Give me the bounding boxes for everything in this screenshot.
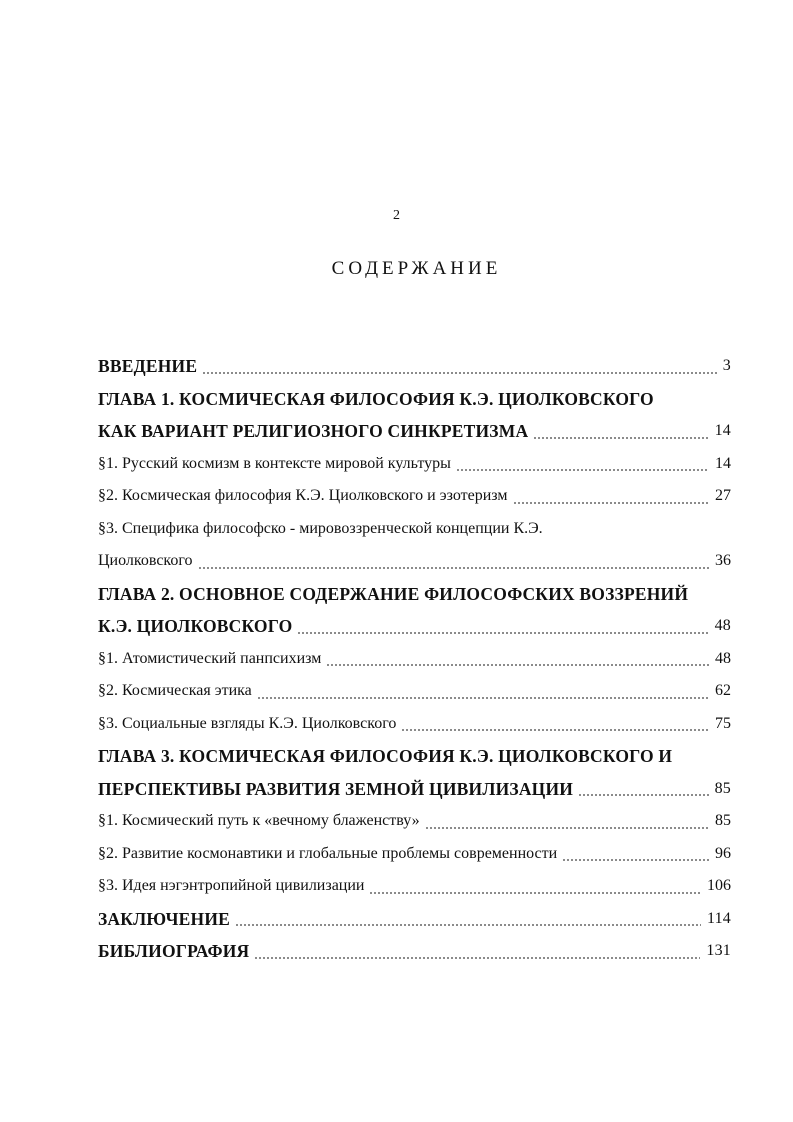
toc-entry-text: Циолковского — [98, 552, 193, 569]
toc-entry-1-3-line-1 — [98, 513, 731, 546]
toc-entry-page: 106 — [707, 877, 731, 894]
dot-leader — [578, 794, 709, 796]
toc-entry-page: 36 — [715, 552, 731, 569]
dot-leader — [401, 729, 709, 731]
toc-entry-page: 96 — [715, 844, 731, 862]
toc-entry-conclusion — [98, 903, 731, 936]
toc-entry-text: КАК ВАРИАНТ РЕЛИГИОЗНОГО СИНКРЕТИЗМА — [98, 421, 529, 441]
toc-entry-1-3-line-2 — [98, 545, 731, 578]
dot-leader — [326, 664, 709, 666]
toc-entry-text: §1. Русский космизм в контексте мировой культуры — [98, 454, 451, 472]
toc-entry-3-2 — [98, 838, 731, 871]
dot-leader — [254, 957, 700, 959]
toc-entry-text: §2. Космическая этика — [98, 682, 252, 699]
toc-entry-introduction — [98, 350, 731, 383]
dot-leader — [533, 437, 709, 439]
toc-entry-chapter-1-line-1 — [98, 383, 731, 416]
dot-leader — [562, 859, 709, 861]
dot-leader — [297, 632, 709, 634]
toc-entry-page: 14 — [714, 422, 731, 439]
toc-entry-text: К.Э. ЦИОЛКОВСКОГО — [98, 616, 293, 636]
toc-entry-page: 114 — [706, 909, 731, 927]
dot-leader — [456, 469, 709, 471]
dot-leader — [425, 827, 709, 829]
toc-entry-text: ПЕРСПЕКТИВЫ РАЗВИТИЯ ЗЕМНОЙ ЦИВИЛИЗАЦИИ — [98, 778, 574, 799]
page-title: СОДЕРЖАНИЕ — [331, 258, 502, 279]
toc-entry-chapter-1-line-2 — [98, 415, 731, 448]
toc-entry-3-3 — [98, 870, 731, 903]
toc-entry-2-3 — [98, 708, 731, 741]
toc-entry-2-2 — [98, 675, 731, 708]
toc-entry-text: §3. Специфика философско - мировоззренческой концепции К.Э. — [98, 519, 543, 537]
toc-entry-text: §2. Развитие космонавтики и глобальные проблемы современности — [98, 844, 558, 862]
toc-entry-text: §2. Космическая философия К.Э. Циолковского и эзотеризм — [98, 487, 508, 504]
toc-entry-bibliography — [98, 935, 731, 968]
toc-entry-text: ВВЕДЕНИЕ — [98, 356, 198, 376]
toc-entry-chapter-2-line-2 — [98, 610, 731, 643]
toc-entry-2-1 — [98, 643, 731, 676]
toc-entry-chapter-3-line-2 — [98, 773, 731, 806]
table-of-contents — [98, 350, 731, 968]
toc-entry-text: ЗАКЛЮЧЕНИЕ — [98, 908, 231, 929]
page-number: 2 — [393, 208, 400, 223]
toc-entry-page: 27 — [715, 487, 731, 504]
toc-entry-1-2 — [98, 480, 731, 513]
toc-entry-text: ГЛАВА 1. КОСМИЧЕСКАЯ ФИЛОСОФИЯ К.Э. ЦИОЛКОВСКОГО — [98, 388, 654, 409]
toc-entry-text: §3. Идея нэгэнтропийной цивилизации — [98, 877, 365, 894]
toc-entry-page: 75 — [715, 714, 731, 732]
toc-entry-page: 85 — [714, 779, 731, 797]
toc-entry-text: БИБЛИОГРАФИЯ — [98, 941, 250, 961]
dot-leader — [202, 372, 717, 374]
toc-entry-page: 3 — [722, 357, 731, 374]
toc-entry-page: 85 — [715, 812, 731, 829]
toc-entry-text: ГЛАВА 2. ОСНОВНОЕ СОДЕРЖАНИЕ ФИЛОСОФСКИХ ВОЗЗРЕНИЙ — [98, 583, 689, 604]
toc-entry-text: §1. Космический путь к «вечному блаженству» — [98, 812, 420, 829]
toc-entry-chapter-2-line-1 — [98, 578, 731, 611]
toc-entry-3-1 — [98, 805, 731, 838]
toc-entry-page: 48 — [715, 649, 731, 667]
toc-entry-text: ГЛАВА 3. КОСМИЧЕСКАЯ ФИЛОСОФИЯ К.Э. ЦИОЛКОВСКОГО И — [98, 746, 673, 766]
dot-leader — [513, 502, 709, 504]
toc-entry-1-1 — [98, 448, 731, 481]
dot-leader — [257, 697, 709, 699]
toc-entry-page: 14 — [715, 454, 731, 472]
toc-entry-page: 62 — [715, 682, 731, 699]
toc-entry-chapter-3-line-1 — [98, 740, 731, 773]
toc-entry-page: 48 — [714, 617, 731, 634]
toc-entry-text: §3. Социальные взгляды К.Э. Циолковского — [98, 714, 397, 732]
dot-leader — [198, 567, 709, 569]
toc-entry-text: §1. Атомистический панпсихизм — [98, 649, 322, 667]
dot-leader — [369, 892, 701, 894]
dot-leader — [235, 924, 701, 926]
toc-entry-page: 131 — [706, 942, 731, 959]
